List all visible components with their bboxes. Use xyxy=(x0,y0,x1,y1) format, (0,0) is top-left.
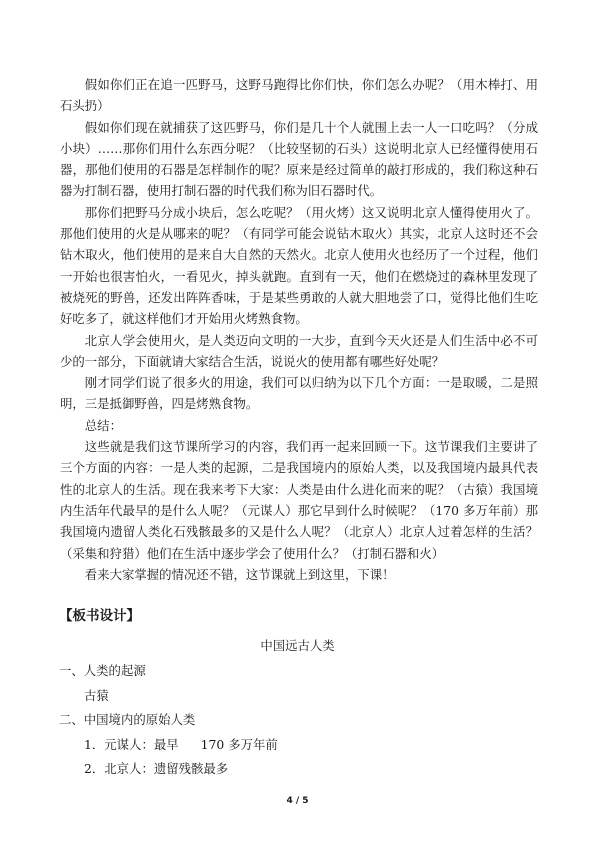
board-item-ancient-ape: 古猿 xyxy=(84,688,109,703)
board-item-primitive-humans: 二、中国境内的原始人类 xyxy=(59,712,196,727)
page-number: 4 / 5 xyxy=(286,796,309,806)
paragraph-summary: 这些就是我们这节课所学习的内容，我们再一起来回顾一下。这节课我们主要讲了三个方面的内容：一是人类的起源，二是我国境内的原始人类，以及我国境内最具代表性的北京人的生活。现在我来考下大家：人类是由什么进化而来的呢？（古猿）我国境内生活年代最早的是什么人呢？（元谋人）那它早到什么时候呢？（170 多万年前）那我国境内遗留人类化石残骸最多的又是什么人呢？（北京人）北京人过着怎样的生活？（采集和狩猎）他们在生活中逐步学会了使用什么？（打制石器和火） xyxy=(60,439,538,561)
paragraph-wild-horse: 假如你们正在追一匹野马，这野马跑得比你们快，你们怎么办呢？（用木棒打、用石头扔） xyxy=(60,77,538,114)
yuanmou-age: 170 多万年前 xyxy=(200,737,278,752)
paragraph-stone-tools: 假如你们现在就捕获了这匹野马，你们是几十个人就围上去一人一口吃吗？（分成小块）……那你们用什么东西分呢？（比较坚韧的石头）这说明北京人已经懂得使用石器，那他们使用的石器是怎样制作的呢？原来是经过简单的敲打形成的，我们称这种石器为打制石器，使用打制石器的时代我们称为旧石器时代。 xyxy=(60,119,538,199)
paragraph-fire-benefits-question: 北京人学会使用火，是人类迈向文明的一大步，直到今天火还是人们生活中必不可少的一部分，下面就请大家结合生活，说说火的使用都有哪些好处呢？ xyxy=(60,332,538,369)
lesson-body xyxy=(60,74,538,585)
board-item-origin: 一、人类的起源 xyxy=(59,663,146,678)
yuanmou-label: 1．元谋人：最早 xyxy=(84,737,179,752)
board-item-yuanmou xyxy=(84,737,278,753)
summary-label: 总结： xyxy=(84,417,122,433)
board-design-heading: 【板书设计】 xyxy=(59,608,140,624)
paragraph-fire-uses: 刚才同学们说了很多火的用途，我们可以归纳为以下几个方面：一是取暖，二是照明，三是抵御野兽，四是烤熟食物。 xyxy=(60,375,538,412)
board-item-peking: 2．北京人：遗留残骸最多 xyxy=(84,761,229,776)
paragraph-closing: 看来大家掌握的情况还不错，这节课就上到这里，下课！ xyxy=(84,566,395,582)
board-title: 中国远古人类 xyxy=(260,638,335,653)
paragraph-use-of-fire: 那你们把野马分成小块后，怎么吃呢？（用火烤）这又说明北京人懂得使用火了。那他们使用的火是从哪来的呢？（有同学可能会说钻木取火）其实，北京人这时还不会钻木取火，他们使用的是来自大自然的天然火。北京人使用火也经历了一个过程，他们一开始也很害怕火，一看见火，掉头就跑。直到有一天，他们在燃烧过的森林里发现了被烧死的野兽，还发出阵阵香味，于是某些勇敢的人就大胆地尝了口，觉得比他们生吃好吃多了，就这样他们才开始用火烤熟食物。 xyxy=(60,204,538,327)
